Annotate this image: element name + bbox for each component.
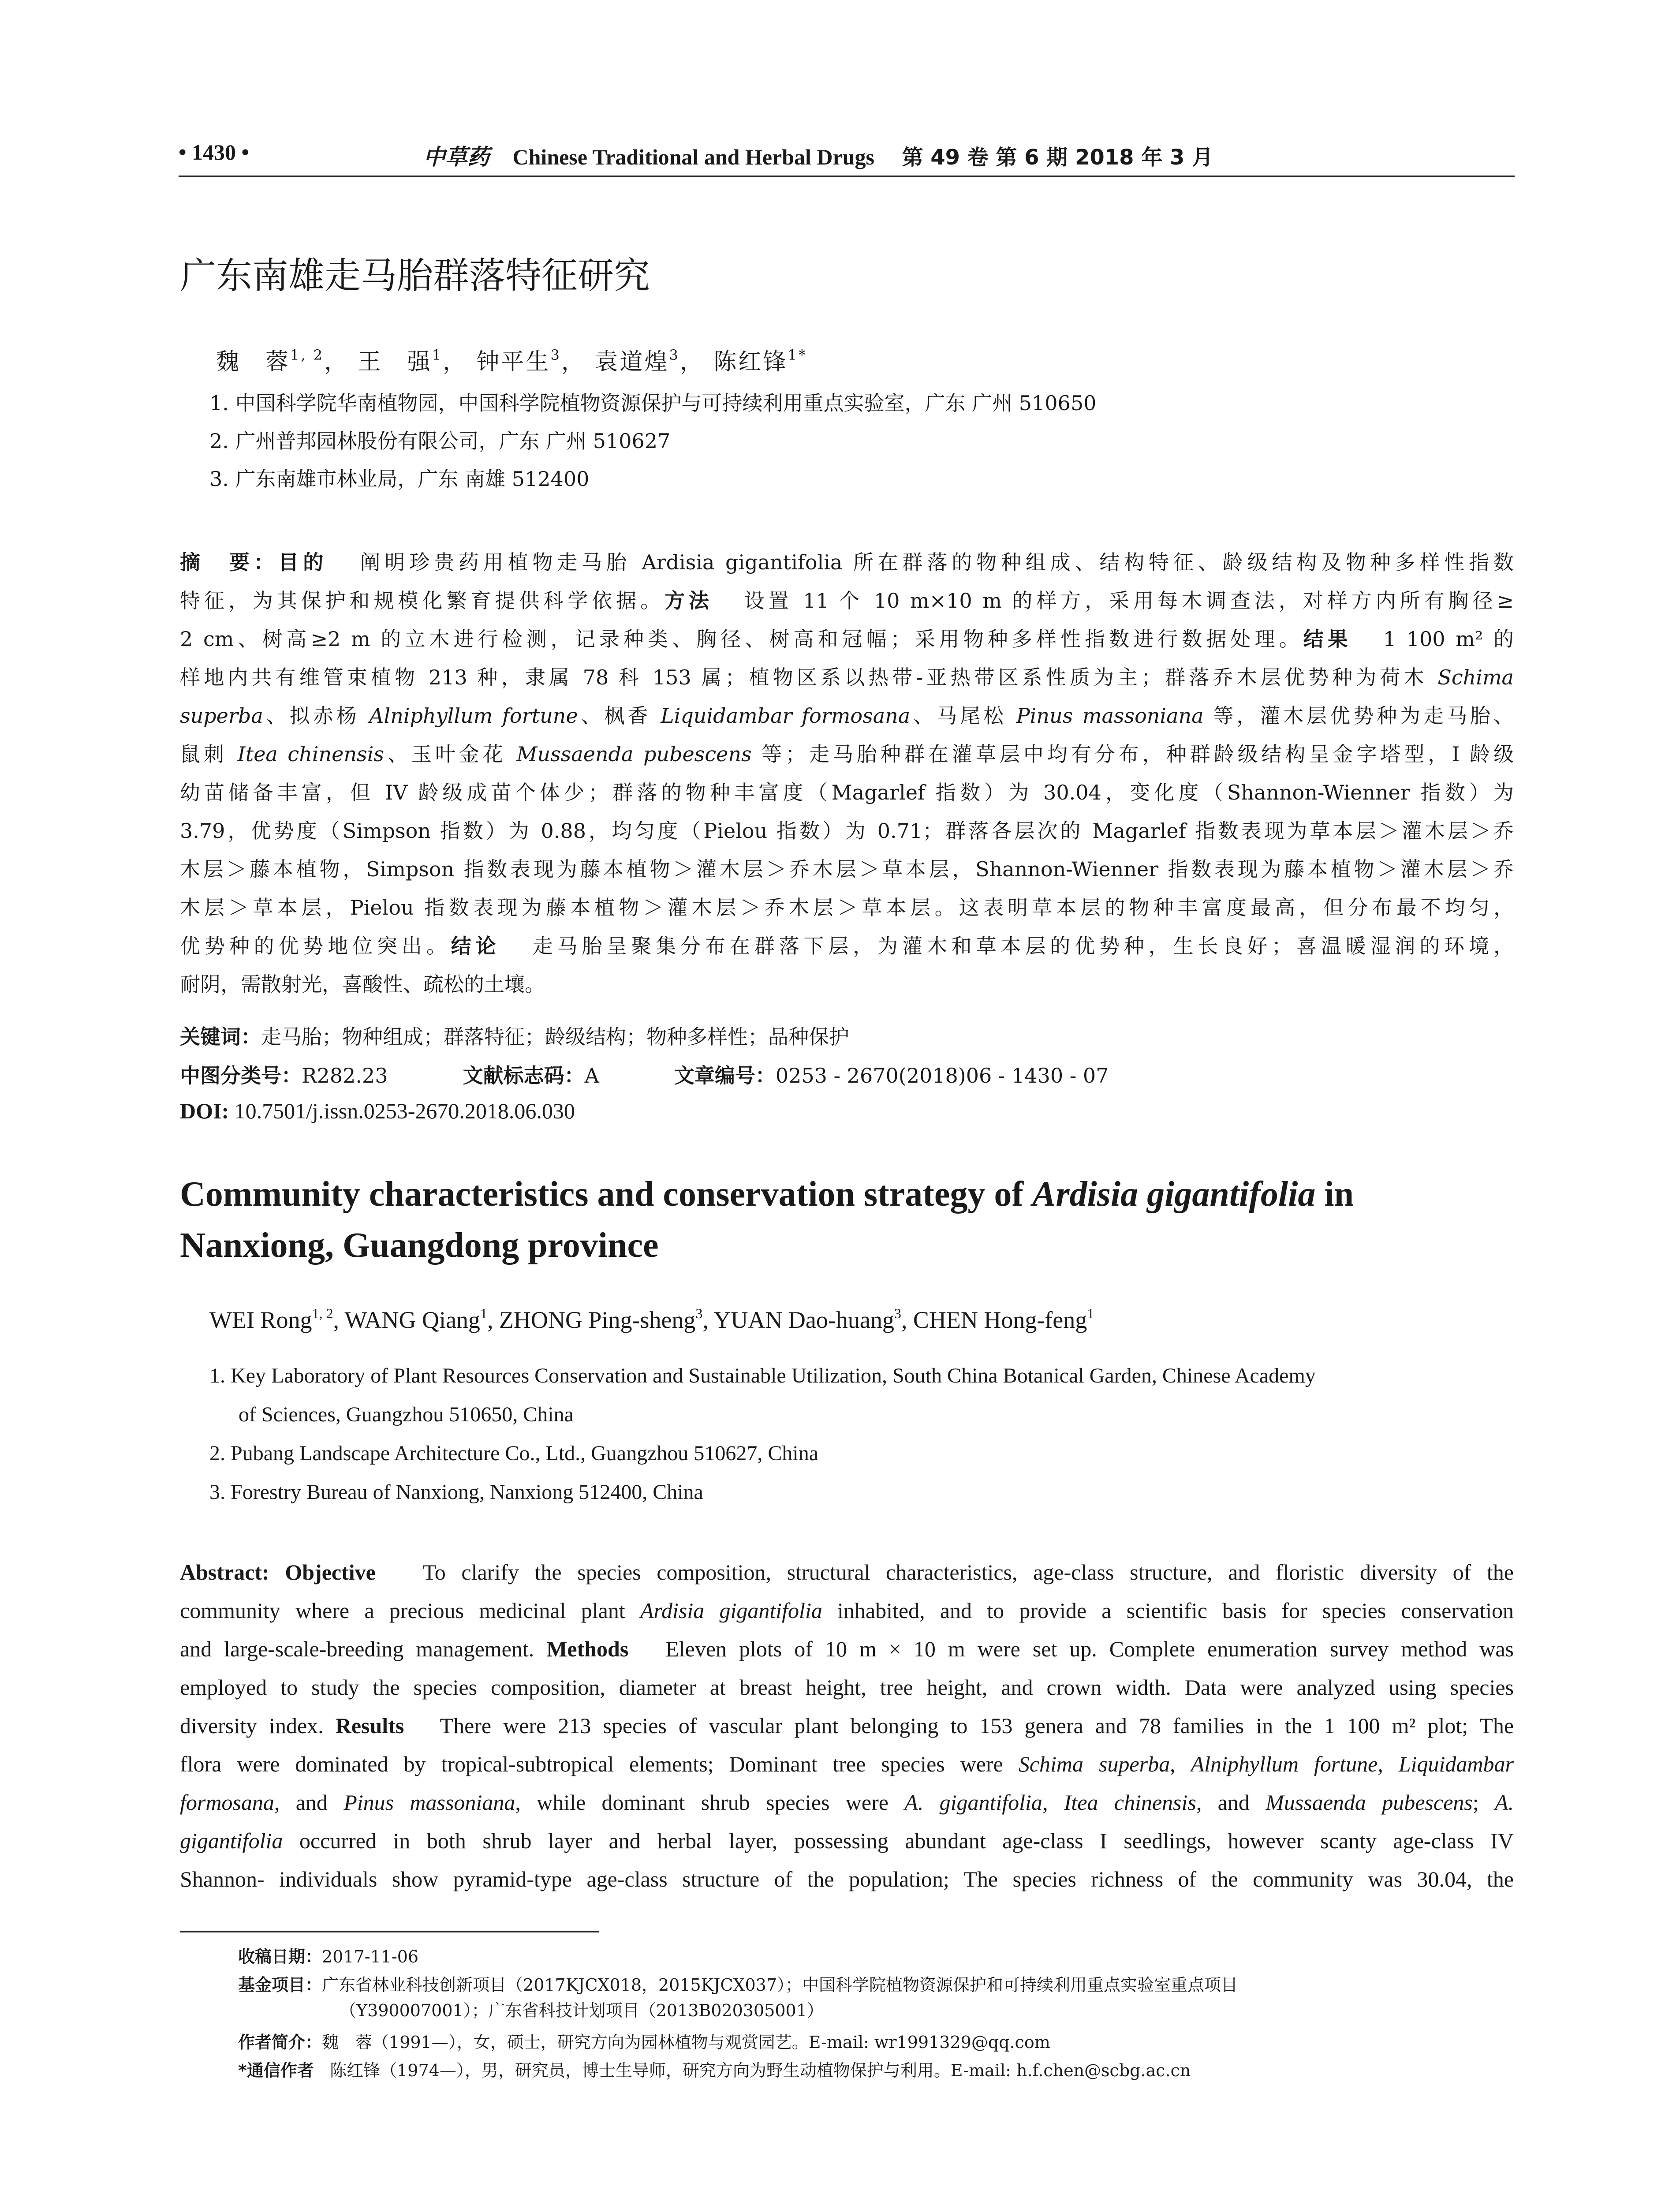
abstract-line: 幼苗储备丰富，但 IV 龄级成苗个体少；群落的物种丰富度（Magarlef 指数）为 30.04，变化度（Shannon-Wienner 指数）为 [180,781,1514,804]
en-abstract [180,1553,1514,1899]
footnote-fund [238,1972,1517,2023]
doi-line [180,1098,575,1124]
en-author: WEI Rong [209,1307,312,1333]
en-abstract-text: There were 213 species of vascular plant belonging to 153 genera and 78 families in the 1 100 m² plot; The [440,1713,1514,1738]
article-number: 0253 - 2670(2018)06 - 1430 - 07 [775,1064,1109,1088]
cn-author: 魏 蓉 [216,349,291,375]
page-number: • 1430 • [179,140,250,164]
cn-author: 袁道煌 [595,349,669,375]
species-name: Mussaenda pubescens [1266,1790,1473,1815]
en-abstract-text: , [1170,1752,1191,1776]
en-abstract-text: , while dominant shrub species were [515,1790,905,1815]
en-abstract-line [180,1745,1514,1783]
author-bio: 魏 蓉（1991—），女，硕士，研究方向为园林植物与观赏园艺。E-mail: wr1991329@qq.com [322,2033,1050,2052]
en-abstract-line: employed to study the species composition, diameter at breast height, tree height, and crown width. Data were analyzed using species [180,1675,1514,1700]
cn-author: 王 强 [358,349,432,375]
fund-text-cont: （Y390007001）；广东省科技计划项目（2013B020305001） [340,2001,824,2020]
en-abstract-text: , and [274,1790,344,1815]
abstract-text: 等，灌木层优势种为走马胎、 [1203,704,1514,728]
en-affiliation-3: 3. Forestry Bureau of Nanxiong, Nanxiong 512400, China [209,1480,703,1504]
en-methods-label: Methods [546,1637,629,1661]
en-affiliation-1-cont: of Sciences, Guangzhou 510650, China [239,1403,574,1426]
abstract-text: 2 cm、树高≥2 m 的立木进行检测，记录种类、胸径、树高和冠幅；采用物种多样性指数进行数据处理。 [180,627,1303,651]
abstract-text: 、拟赤杨 [263,704,370,728]
abstract-line: 木层＞草本层，Pielou 指数表现为藤本植物＞灌木层＞乔木层＞草本层。这表明草本层的物种丰富度最高，但分布最不均匀， [180,896,1514,919]
en-author-sup: 1, 2 [312,1305,333,1321]
methods-label: 方法 [665,589,713,613]
fund-label: 基金项目： [238,1975,322,1995]
abstract-line: 木层＞藤本植物，Simpson 指数表现为藤本植物＞灌木层＞乔木层＞草本层，Shannon-Wienner 指数表现为藤本植物＞灌木层＞乔 [180,857,1514,881]
en-affiliation-1: 1. Key Laboratory of Plant Resources Conservation and Sustainable Utilization, South China Botanical Garden, Chinese Academy [209,1364,1316,1387]
journal-info [423,139,1213,171]
en-results-label: Results [335,1713,404,1738]
en-affiliation-2: 2. Pubang Landscape Architecture Co., Ltd., Guangzhou 510627, China [209,1442,819,1465]
en-abstract-text: , and [1196,1790,1266,1815]
abstract-line: 3.79，优势度（Simpson 指数）为 0.88，均匀度（Pielou 指数）为 0.71；群落各层次的 Magarlef 指数表现为草本层＞灌木层＞乔 [180,819,1514,843]
abstract-line [180,543,1514,582]
species-name: Itea chinensis [1064,1790,1196,1815]
corresponding-label: *通信作者 [238,2061,314,2080]
en-abstract-text: flora were dominated by tropical-subtropical elements; Dominant tree species were [180,1752,1019,1776]
species-name: Liquidambar [1398,1752,1514,1776]
fund-text: 广东省林业科技创新项目（2017KJCX018，2015KJCX037）；中国科学院植物资源保护和可持续利用重点实验室重点项目 [322,1975,1238,1995]
en-abstract-text: occurred in both shrub layer and herbal layer, possessing abundant age-class I seedlings, however scanty age-class IV [283,1828,1514,1853]
header-divider [179,176,1515,177]
en-abstract-text: inhabited, and to provide a scientific basis for species conservation [822,1598,1514,1623]
en-author-sup: 1 [1087,1305,1094,1321]
abstract-text: 、玉叶金花 [384,742,517,766]
en-title [180,1169,1516,1271]
cn-author: 陈红锋 [713,349,788,375]
cn-author-sup: 1* [788,347,807,363]
abstract-text: 阐明珍贵药用植物走马胎 Ardisia gigantifolia 所在群落的物种组成、结构特征、龄级结构及物种多样性指数 [360,550,1514,574]
species-name: superba [180,704,263,728]
doi-link[interactable]: 10.7501/j.issn.0253-2670.2018.06.030 [234,1099,575,1123]
en-author: ZHONG Ping-sheng [499,1307,696,1333]
en-author: CHEN Hong-feng [913,1307,1087,1333]
abstract-text: 鼠刺 [180,742,238,766]
en-abstract-line [180,1592,1514,1630]
species-name: Pinus massoniana [343,1790,515,1815]
en-title-text: Nanxiong, Guangdong province [180,1226,659,1265]
cn-title: 广东南雄走马胎群落特征研究 [180,255,650,297]
keywords: 走马胎；物种组成；群落特征；龄级结构；物种多样性；品种保护 [261,1025,849,1049]
doi-label: DOI: [180,1099,229,1123]
cn-author-sup: 1, 2 [290,347,325,363]
abstract-line [180,658,1514,697]
results-label: 结果 [1303,627,1352,651]
en-abstract-text: Eleven plots of 10 m × 10 m were set up. Complete enumeration survey method was [665,1637,1514,1661]
en-title-text: Community characteristics and conservation strategy of [180,1175,1033,1214]
footnote-author [238,2029,1517,2055]
en-abstract-line: Shannon- individuals show pyramid-type age-class structure of the population; The species richness of the community was 30.04, the [180,1867,1514,1891]
abstract-text: 等；走马胎种群在灌草层中均有分布，种群龄级结构呈金字塔型，I 龄级 [751,742,1514,766]
cn-affiliation-3: 3. 广东南雄市林业局，广东 南雄 512400 [209,467,590,491]
species-name: A. gigantifolia [904,1790,1042,1815]
en-abstract-label: Abstract: Objective [180,1560,376,1585]
en-abstract-text: and large-scale-breeding management. [180,1637,547,1661]
abstract-line [180,735,1514,774]
journal-name: Chinese Traditional and Herbal Drugs [512,145,874,169]
conclusion-label: 结论 [451,934,500,958]
species-name: Liquidambar formosana [661,704,911,728]
en-abstract-text: To clarify the species composition, structural characteristics, age-class structure, and floristic diversity of the [422,1560,1514,1585]
journal-logo: 中草药 [423,144,489,170]
en-abstract-line [180,1630,1514,1668]
clc-label: 中图分类号： [180,1064,302,1088]
en-abstract-text: diversity index. [180,1713,336,1738]
cn-author-sup: 3 [550,347,561,363]
en-abstract-line [180,1707,1514,1745]
abstract-line [180,697,1514,735]
cn-keywords [180,1021,849,1050]
footnote-divider [180,1931,599,1932]
en-abstract-text: community where a precious medicinal plant [180,1598,640,1623]
received-date: 2017-11-06 [322,1947,419,1966]
abstract-label: 摘 要： [180,550,279,574]
footnote-corresponding [238,2058,1517,2083]
cn-author: 钟平生 [476,349,551,375]
species-name: Schima superba [1018,1752,1170,1776]
journal-issue: 第 49 卷 第 6 期 2018 年 3 月 [902,145,1213,170]
clc-code: R282.23 [302,1064,388,1088]
cn-author-sup: 1 [432,347,443,363]
en-author-sup: 1 [480,1305,487,1321]
corresponding-text: 陈红锋（1974—），男，研究员，博士生导师，研究方向为野生动植物保护与利用。E-mail: h.f.chen@scbg.ac.cn [330,2061,1191,2080]
species-name: Pinus massoniana [1016,704,1204,728]
objective-label: 目的 [278,550,328,574]
en-author: YUAN Dao-huang [713,1307,894,1333]
cn-abstract [180,543,1514,1004]
footnote-received [238,1944,1517,1970]
species-name: Alniphyllum fortune [369,704,578,728]
species-name: Itea chinensis [237,742,384,766]
abstract-line [180,620,1514,658]
species-name: Schima [1437,665,1514,689]
en-author-sup: 3 [695,1305,703,1321]
species-name: formosana [180,1790,274,1815]
abstract-text: 走马胎呈聚集分布在群落下层，为灌木和草本层的优势种，生长良好；喜温暖湿润的环境， [532,934,1514,958]
cn-author-sup: 3 [669,347,680,363]
en-abstract-text: , [1042,1790,1064,1815]
abstract-text: 特征，为其保护和规模化繁育提供科学依据。 [180,589,665,613]
abstract-line [180,927,1514,965]
species-name: Ardisia gigantifolia [640,1598,822,1623]
abstract-text: 优势种的优势地位突出。 [180,934,451,958]
abstract-text: 样地内共有维管束植物 213 种，隶属 78 科 153 属；植物区系以热带-亚热带区系性质为主；群落乔木层优势种为荷木 [180,665,1438,689]
cn-affiliation-2: 2. 广州普邦园林股份有限公司，广东 广州 510627 [209,429,671,453]
abstract-text: 设置 11 个 10 m×10 m 的样方，采用每木调查法，对样方内所有胸径≥ [744,589,1514,613]
species-name: gigantifolia [180,1828,283,1853]
cn-author-list: 魏 蓉$^{1, 2}$， 王 强$^1$， 钟平生$^3$， 袁道煌$^3$， 陈红锋$^{1*}$ [216,347,807,375]
en-title-text: in [1315,1175,1354,1214]
doc-code-label: 文献标志码： [463,1064,585,1088]
species-name: Mussaenda pubescens [516,742,752,766]
abstract-text: 1 100 m² 的 [1383,627,1514,651]
running-header [179,139,1515,170]
abstract-line: 耐阴，需散射光，喜酸性、疏松的土壤。 [180,972,545,996]
species-name: Alniphyllum fortune [1191,1752,1378,1776]
en-abstract-text: ; [1472,1790,1495,1815]
abstract-text: 、枫香 [578,704,661,728]
en-author-sup: 3 [894,1305,901,1321]
classification-line [180,1060,1109,1089]
en-author-list: WEI Rong$^{1, 2}$, WANG Qiang$^1$, ZHONG Ping-sheng$^3$, YUAN Dao-huang$^3$, CHEN Hong-feng$^1$ [209,1305,1094,1333]
keywords-label: 关键词： [180,1025,261,1049]
abstract-line [180,582,1514,620]
cn-affiliation-1: 1. 中国科学院华南植物园，中国科学院植物资源保护与可持续利用重点实验室，广东 广州 510650 [209,391,1097,415]
received-label: 收稿日期： [238,1947,322,1966]
en-abstract-text: , [1378,1752,1399,1776]
en-abstract-line [180,1822,1514,1860]
en-affiliations [209,1357,1515,1512]
article-no-label: 文章编号： [674,1064,776,1088]
species-name: A. [1494,1790,1514,1815]
en-abstract-line [180,1553,1514,1592]
en-author: WANG Qiang [344,1307,480,1333]
en-abstract-line [180,1783,1514,1822]
author-bio-label: 作者简介： [238,2033,322,2052]
en-title-species: Ardisia gigantifolia [1032,1175,1316,1214]
abstract-text: 、马尾松 [910,704,1016,728]
doc-code: A [584,1064,599,1088]
